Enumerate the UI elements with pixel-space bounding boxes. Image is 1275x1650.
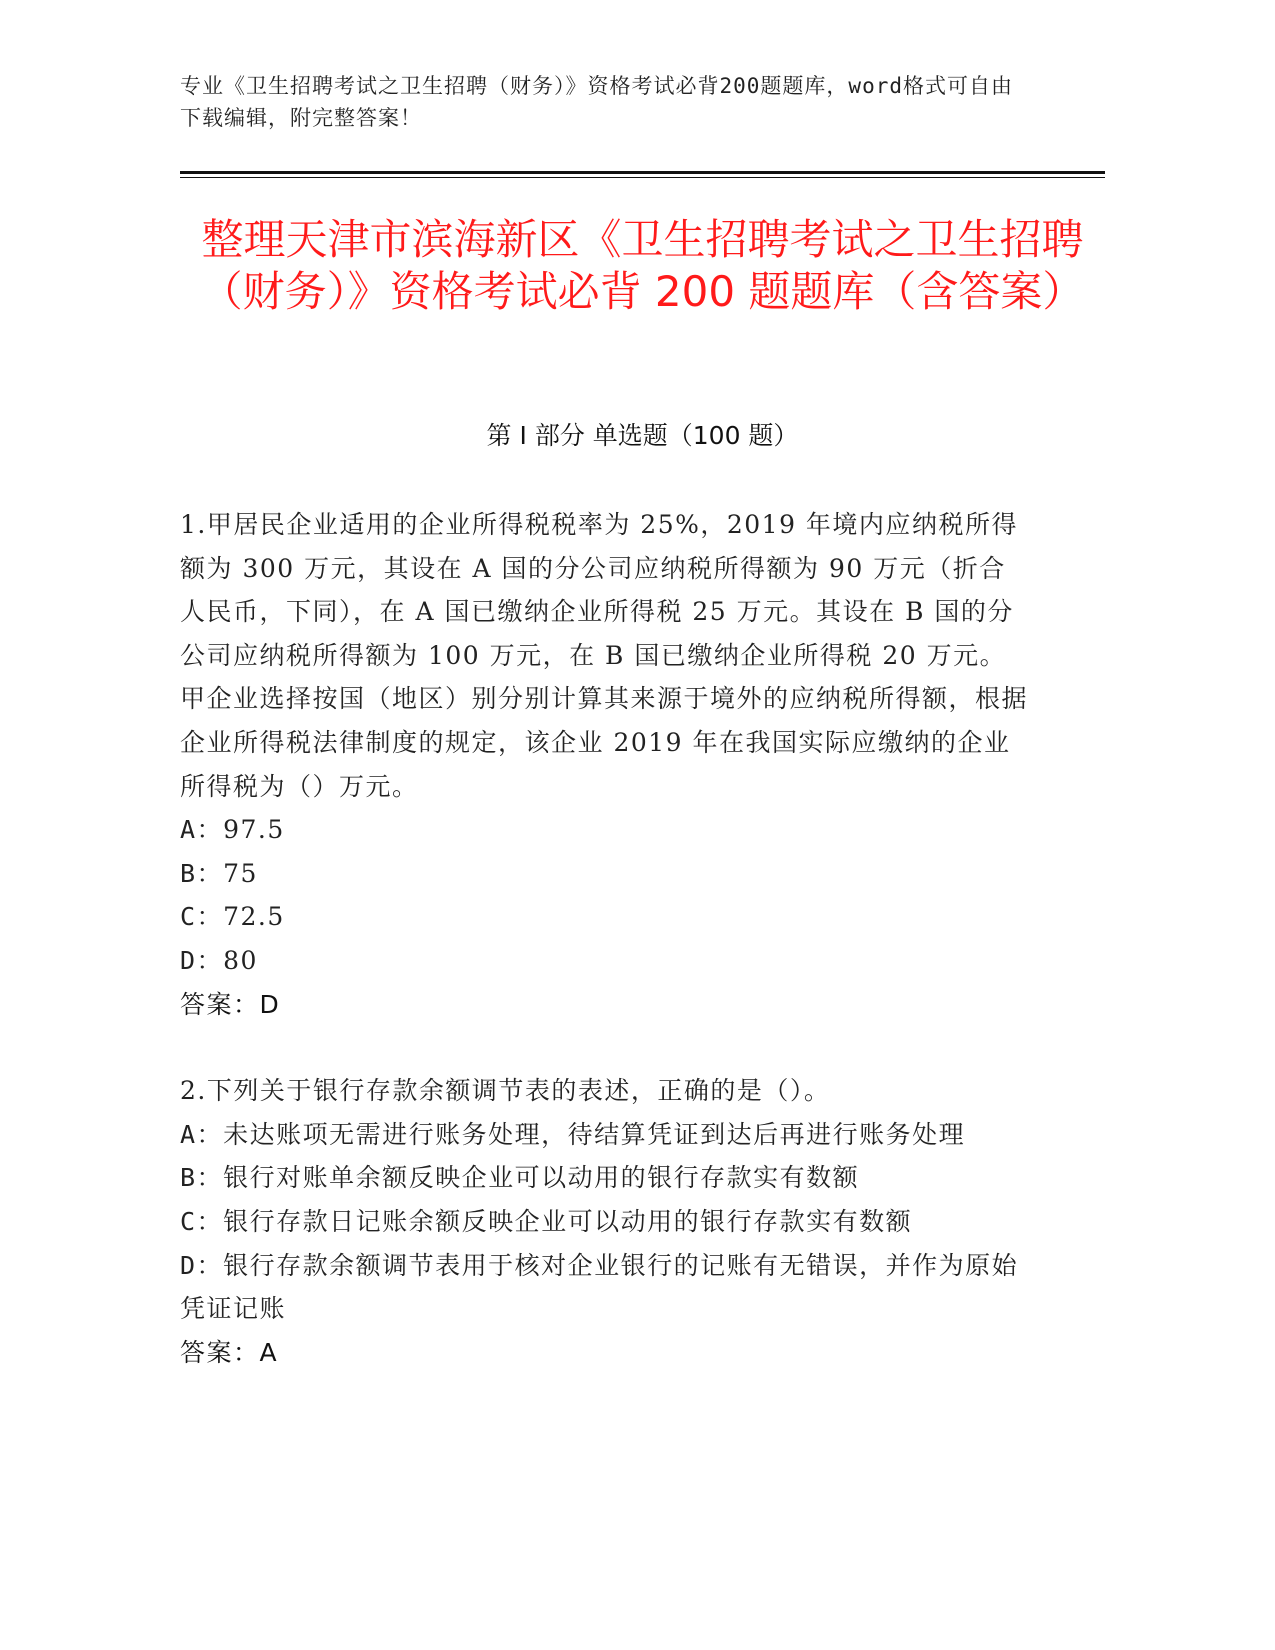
option-a bbox=[180, 1113, 1030, 1157]
answer-line: 答案：D bbox=[180, 989, 281, 1019]
question-item bbox=[180, 503, 1030, 1026]
option-text: 97.5 bbox=[223, 815, 285, 845]
question-list bbox=[180, 503, 1030, 1374]
question-item bbox=[180, 1069, 1030, 1374]
option-text: 银行存款日记账余额反映企业可以动用的银行存款实有数额 bbox=[223, 1206, 913, 1236]
option-key: B： bbox=[180, 858, 224, 888]
option-text: 未达账项无需进行账务处理，待结算凭证到达后再进行账务处理 bbox=[223, 1119, 966, 1149]
option-key: C： bbox=[180, 1206, 224, 1236]
header-divider-thin bbox=[180, 177, 1105, 178]
answer-line: 答案：A bbox=[180, 1337, 279, 1367]
option-key: C： bbox=[180, 902, 224, 932]
header-note: 专业《卫生招聘考试之卫生招聘（财务）》资格考试必背200题题库，word格式可自由下载编辑，附完整答案！ bbox=[180, 74, 1013, 130]
option-text: 银行存款余额调节表用于核对企业银行的记账有无错误，并作为原始凭证记账 bbox=[180, 1250, 1019, 1324]
option-c bbox=[180, 895, 1030, 939]
option-b bbox=[180, 852, 1030, 896]
option-b bbox=[180, 1156, 1030, 1200]
section-title: 第 I 部分 单选题（100 题） bbox=[486, 421, 799, 450]
option-key: D： bbox=[180, 1250, 224, 1280]
option-c bbox=[180, 1200, 1030, 1244]
option-d bbox=[180, 939, 1030, 983]
option-key: D： bbox=[180, 945, 224, 975]
option-key: B： bbox=[180, 1163, 224, 1193]
option-text: 银行对账单余额反映企业可以动用的银行存款实有数额 bbox=[223, 1163, 860, 1193]
option-text: 75 bbox=[223, 858, 258, 888]
option-key: A： bbox=[180, 1119, 224, 1149]
option-text: 80 bbox=[223, 945, 258, 975]
header-divider-thick bbox=[180, 171, 1105, 174]
option-text: 72.5 bbox=[223, 902, 285, 932]
option-d bbox=[180, 1244, 1030, 1331]
question-stem: 1.甲居民企业适用的企业所得税税率为 25%，2019 年境内应纳税所得额为 300 万元，其设在 A 国的分公司应纳税所得额为 90 万元（折合人民币，下同），在 A 国已缴纳企业所得税 25 万元。其设在 B 国的分公司应纳税所得额为 100 万元，在 B 国已缴纳企业所得税 20 万元。甲企业选择按国（地区）别分别计算其来源于境外的应纳税所得额，根据企业所得税法律制度的规定，该企业 2019 年在我国实际应缴纳的企业所得税为（）万元。 bbox=[180, 510, 1029, 801]
question-stem: 2.下列关于银行存款余额调节表的表述，正确的是（）。 bbox=[180, 1076, 831, 1106]
option-a bbox=[180, 808, 1030, 852]
option-key: A： bbox=[180, 815, 224, 845]
document-title: 整理天津市滨海新区《卫生招聘考试之卫生招聘（财务）》资格考试必背 200 题题库（含答案） bbox=[200, 215, 1085, 316]
